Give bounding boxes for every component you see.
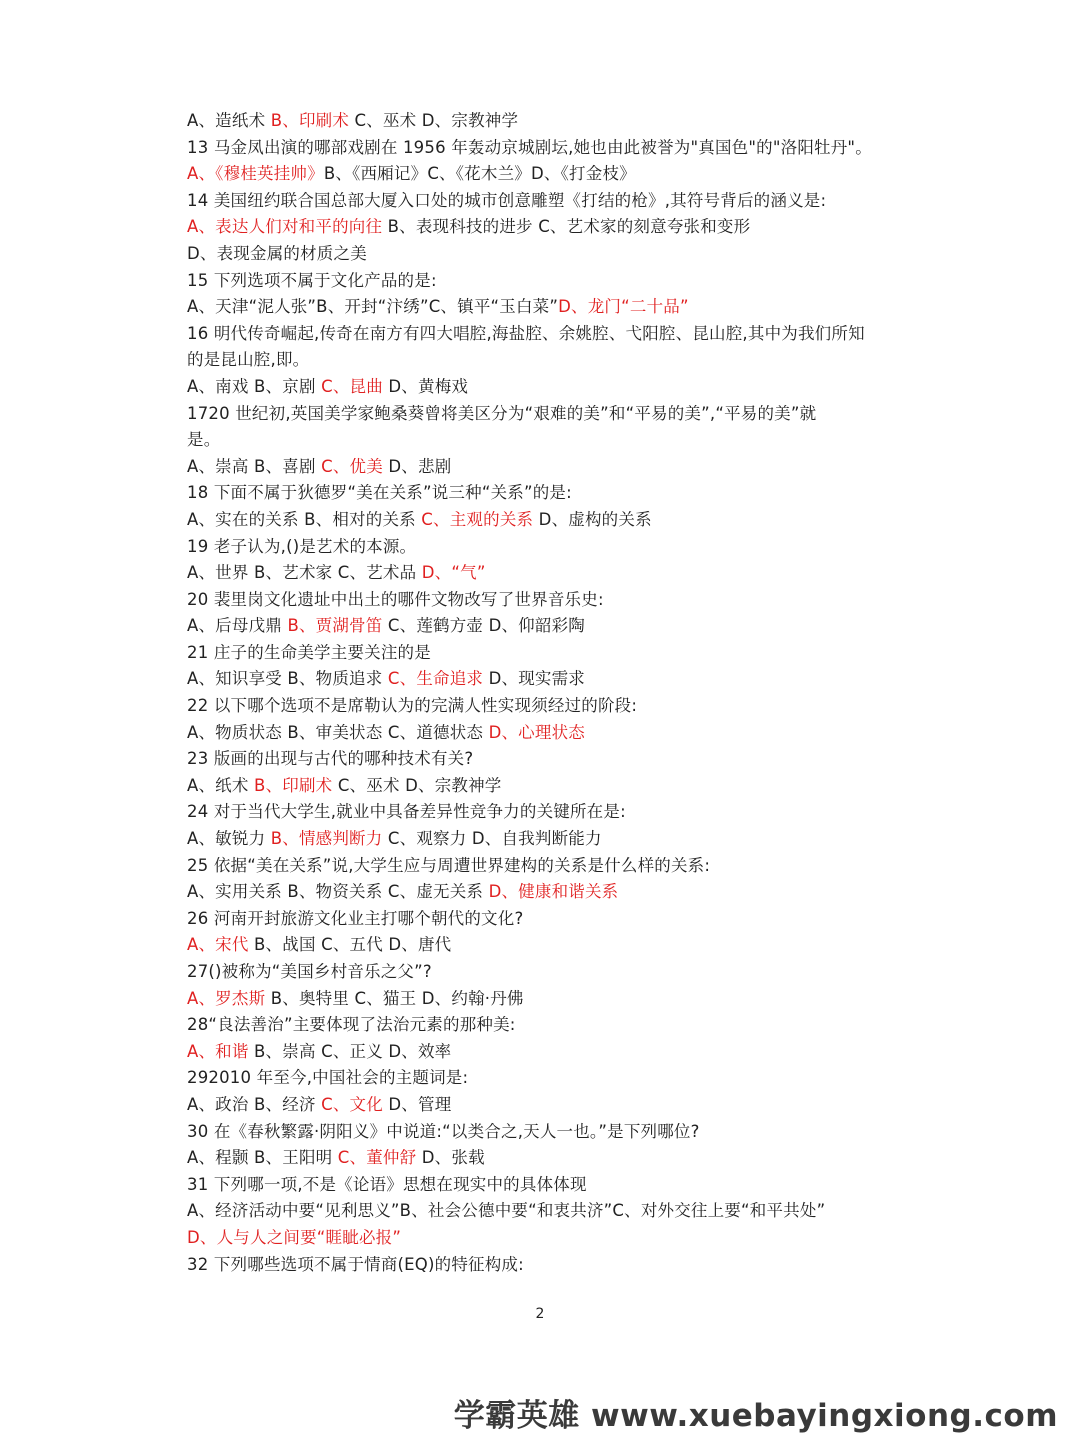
line-text: 27()被称为“美国乡村音乐之父”?: [187, 962, 432, 981]
line-text: D、悲剧: [382, 456, 452, 476]
text-line: [187, 1172, 907, 1199]
text-line: [187, 1065, 907, 1092]
question-list: [187, 108, 907, 1278]
text-line: [187, 826, 907, 853]
line-text: A、南戏 B、京剧: [187, 376, 322, 396]
text-line: [187, 534, 907, 561]
text-line: [187, 1119, 907, 1146]
text-line: [187, 1252, 907, 1279]
line-text: A、世界 B、艺术家 C、艺术品: [187, 563, 422, 583]
line-text: C、观察力 D、自我判断能力: [382, 829, 602, 849]
answer-text: C、主观的关系: [421, 509, 534, 529]
text-line: [187, 1039, 907, 1066]
line-text: 26 河南开封旅游文化业主打哪个朝代的文化?: [187, 908, 524, 928]
line-text: C、巫术 D、宗教神学: [349, 111, 519, 130]
text-line: [187, 1198, 907, 1225]
text-line: [187, 214, 907, 241]
answer-text: C、昆曲: [321, 376, 383, 396]
line-text: A、程颢 B、王阳明: [187, 1148, 338, 1168]
line-text: B、《西厢记》C、《花木兰》D、《打金枝》: [323, 164, 636, 184]
line-text: D、虚构的关系: [533, 509, 652, 529]
line-text: 292010 年至今,中国社会的主题词是:: [187, 1068, 469, 1088]
text-line: [187, 746, 907, 773]
line-text: B、奥特里 C、猫王 D、约翰·丹佛: [265, 988, 524, 1008]
answer-text: C、董仲舒: [337, 1148, 417, 1168]
line-text: A、天津“泥人张”B、开封“汴绣”C、镇平“玉白菜”: [187, 297, 559, 317]
line-text: 13 马金凤出演的哪部戏剧在 1956 年轰动京城剧坛,她也由此被誉为"真国色"的"洛阳牡丹"。: [187, 137, 872, 157]
text-line: [187, 454, 907, 481]
line-text: 20 裴里岗文化遗址中出土的哪件文物改写了世界音乐史:: [187, 589, 604, 609]
text-line: [187, 853, 907, 880]
text-line: [187, 720, 907, 747]
line-text: A、实用关系 B、物资关系 C、虚无关系: [187, 882, 489, 902]
text-line: [187, 587, 907, 614]
text-line: [187, 666, 907, 693]
line-text: A、造纸术: [187, 111, 271, 130]
line-text: 23 版画的出现与古代的哪种技术有关?: [187, 749, 474, 769]
line-text: A、物质状态 B、审美状态 C、道德状态: [187, 722, 489, 742]
text-line: [187, 1092, 907, 1119]
text-line: [187, 480, 907, 507]
text-line: [187, 108, 907, 135]
text-line: [187, 135, 907, 162]
answer-text: D、龙门“二十品”: [558, 297, 689, 317]
answer-text: A、《穆桂英挂帅》: [187, 164, 324, 184]
text-line: [187, 613, 907, 640]
line-text: 28“良法善治”主要体现了法治元素的那种美:: [187, 1015, 516, 1035]
line-text: 15 下列选项不属于文化产品的是:: [187, 270, 437, 290]
line-text: 24 对于当代大学生,就业中具备差异性竞争力的关键所在是:: [187, 802, 626, 822]
line-text: 18 下面不属于狄德罗“美在关系”说三种“关系”的是:: [187, 483, 572, 503]
text-line: [187, 773, 907, 800]
line-text: 21 庄子的生命美学主要关注的是: [187, 642, 431, 662]
line-text: A、知识享受 B、物质追求: [187, 669, 388, 689]
text-line: [187, 507, 907, 534]
text-line: [187, 932, 907, 959]
text-line: [187, 986, 907, 1013]
answer-text: C、优美: [321, 456, 383, 476]
text-line: [187, 959, 907, 986]
line-text: A、实在的关系 B、相对的关系: [187, 509, 422, 529]
text-line: [187, 241, 907, 268]
line-text: B、表现科技的进步 C、艺术家的刻意夸张和变形: [382, 217, 751, 237]
text-line: [187, 321, 907, 348]
line-text: 1720 世纪初,英国美学家鲍桑葵曾将美区分为“艰难的美”和“平易的美”,“平易的美”就: [187, 403, 817, 423]
answer-text: D、人与人之间要“睚眦必报”: [187, 1227, 402, 1247]
line-text: 31 下列哪一项,不是《论语》思想在现实中的具体体现: [187, 1174, 587, 1194]
line-text: 25 依据“美在关系”说,大学生应与周遭世界建构的关系是什么样的关系:: [187, 855, 711, 875]
line-text: C、莲鹤方壶 D、仰韶彩陶: [382, 616, 585, 636]
answer-text: D、心理状态: [488, 722, 585, 742]
answer-text: D、“气”: [421, 563, 486, 583]
text-line: [187, 640, 907, 667]
answer-text: C、文化: [321, 1094, 383, 1114]
site-watermark: 学霸英雄 www.xuebayingxiong.com: [453, 1398, 1058, 1434]
answer-text: D、健康和谐关系: [488, 882, 619, 902]
line-text: 14 美国纽约联合国总部大厦入口处的城市创意雕塑《打结的枪》,其符号背后的涵义是:: [187, 190, 827, 210]
line-text: 19 老子认为,()是艺术的本源。: [187, 536, 417, 556]
line-text: A、敏锐力: [187, 829, 271, 849]
text-line: [187, 799, 907, 826]
text-line: [187, 1012, 907, 1039]
answer-text: C、生命追求: [387, 669, 484, 689]
text-line: [187, 693, 907, 720]
text-line: [187, 268, 907, 295]
answer-text: B、印刷术: [254, 775, 333, 795]
line-text: A、崇高 B、喜剧: [187, 456, 322, 476]
line-text: 30 在《春秋繁露·阴阳义》中说道:“以类合之,天人一也。”是下列哪位?: [187, 1121, 700, 1141]
line-text: 16 明代传奇崛起,传奇在南方有四大唱腔,海盐腔、余姚腔、弋阳腔、昆山腔,其中为我们所知: [187, 323, 865, 343]
text-line: [187, 427, 907, 454]
text-line: [187, 560, 907, 587]
text-line: [187, 347, 907, 374]
text-line: [187, 161, 907, 188]
line-text: 32 下列哪些选项不属于情商(EQ)的特征构成:: [187, 1254, 524, 1274]
line-text: D、张载: [416, 1148, 485, 1168]
answer-text: B、情感判断力: [270, 829, 383, 849]
line-text: A、经济活动中要“见利思义”B、社会公德中要“和衷共济”C、对外交往上要“和平共处”: [187, 1201, 826, 1221]
line-text: D、现实需求: [483, 669, 585, 689]
text-line: [187, 1145, 907, 1172]
answer-text: B、贾湖骨笛: [287, 616, 383, 636]
line-text: 的是昆山腔,即。: [187, 350, 310, 370]
answer-text: A、罗杰斯: [187, 988, 266, 1008]
answer-text: A、和谐: [187, 1041, 249, 1061]
line-text: A、纸术: [187, 775, 255, 795]
text-line: [187, 879, 907, 906]
answer-text: A、表达人们对和平的向往: [187, 217, 383, 237]
line-text: A、政治 B、经济: [187, 1094, 322, 1114]
text-line: [187, 374, 907, 401]
answer-text: B、印刷术: [270, 111, 350, 130]
line-text: D、管理: [382, 1094, 452, 1114]
line-text: 是。: [187, 430, 221, 450]
line-text: B、战国 C、五代 D、唐代: [248, 935, 452, 955]
line-text: D、黄梅戏: [382, 376, 469, 396]
line-text: D、表现金属的材质之美: [187, 243, 367, 263]
line-text: C、巫术 D、宗教神学: [332, 775, 502, 795]
text-line: [187, 401, 907, 428]
text-line: [187, 294, 907, 321]
line-text: B、崇高 C、正义 D、效率: [248, 1041, 452, 1061]
text-line: [187, 906, 907, 933]
text-line: [187, 1225, 907, 1252]
line-text: A、后母戊鼎: [187, 616, 288, 636]
line-text: 22 以下哪个选项不是席勒认为的完满人性实现须经过的阶段:: [187, 696, 638, 716]
answer-text: A、宋代: [187, 935, 249, 955]
page-number: 2: [535, 1306, 545, 1322]
text-line: [187, 188, 907, 215]
